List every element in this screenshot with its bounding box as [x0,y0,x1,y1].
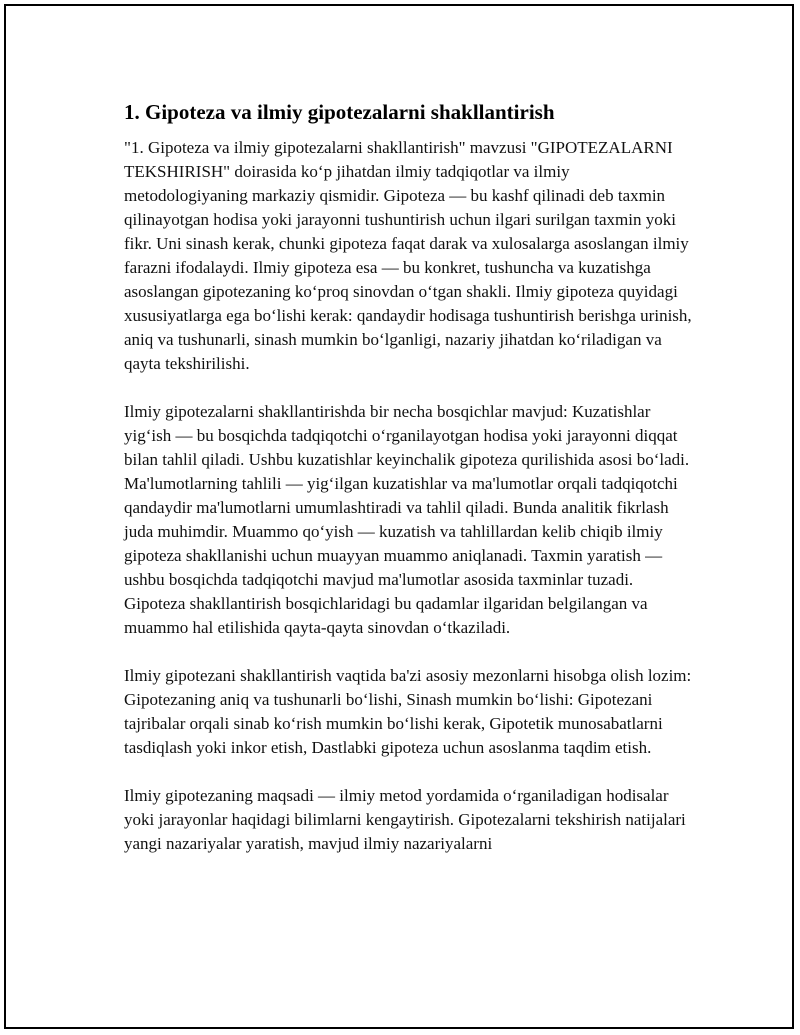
paragraph-purpose: Ilmiy gipotezaning maqsadi — ilmiy metod yordamida oʻrganiladigan hodisalar yoki jarayonlar haqidagi bilimlarni kengaytirish. Gipotezalarni tekshirish natijalari yangi nazariyalar yaratish, mavjud ilmiy nazariyalarni [124,786,686,853]
section-title: 1. Gipoteza va ilmiy gipotezalarni shakllantirish [124,100,555,124]
paragraph-criteria: Ilmiy gipotezani shakllantirish vaqtida ba'zi asosiy mezonlarni hisobga olish lozim: Gipotezaning aniq va tushunarli boʻlishi, Sinash mumkin boʻlishi: Gipotezani tajribalar orqali sinab koʻrish mumkin boʻlishi kerak, Gipotetik munosabatlarni tasdiqlash yoki inkor etish, Dastlabki gipoteza uchun asoslanma taqdim etish. [124,666,692,757]
document-body [124,98,694,880]
page-frame [4,4,794,1029]
paragraph-intro: "1. Gipoteza va ilmiy gipotezalarni shakllantirish" mavzusi "GIPOTEZALARNI TEKSHIRISH" doirasida koʻp jihatdan ilmiy tadqiqotlar va ilmiy metodologiyaning markaziy qismidir. Gipoteza — bu kashf qilinadi deb taxmin qilinayotgan hodisa yoki jarayonni tushuntirish uchun ilgari surilgan taxmin yoki fikr. Uni sinash kerak, chunki gipoteza faqat darak va xulosalarga asoslangan ilmiy farazni ifodalaydi. Ilmiy gipoteza esa — bu konkret, tushuncha va kuzatishga asoslangan gipotezaning koʻproq sinovdan oʻtgan shakli. Ilmiy gipoteza quyidagi xususiyatlarga ega boʻlishi kerak: qandaydir hodisaga tushuntirish berishga urinish, aniq va tushunarli, sinash mumkin boʻlganligi, nazariy jihatdan koʻriladigan va qayta tekshirilishi. [124,138,692,373]
paragraph-stages: Ilmiy gipotezalarni shakllantirishda bir necha bosqichlar mavjud: Kuzatishlar yigʻish — bu bosqichda tadqiqotchi oʻrganilayotgan hodisa yoki jarayonni diqqat bilan tahlil qiladi. Ushbu kuzatishlar keyinchalik gipoteza qurilishida asosi boʻladi. Ma'lumotlarning tahlili — yigʻilgan kuzatishlar va ma'lumotlar orqali tadqiqotchi qandaydir ma'lumotlarni umumlashtiradi va tahlil qiladi. Bunda analitik fikrlash juda muhimdir. Muammo qoʻyish — kuzatish va tahlillardan kelib chiqib ilmiy gipoteza shakllanishi uchun muayyan muammo aniqlanadi. Taxmin yaratish — ushbu bosqichda tadqiqotchi mavjud ma'lumotlar asosida taxminlar tuzadi. Gipoteza shakllantirish bosqichlaridagi bu qadamlar ilgaridan belgilangan va muammo hal etilishida qayta-qayta sinovdan oʻtkaziladi. [124,402,690,637]
